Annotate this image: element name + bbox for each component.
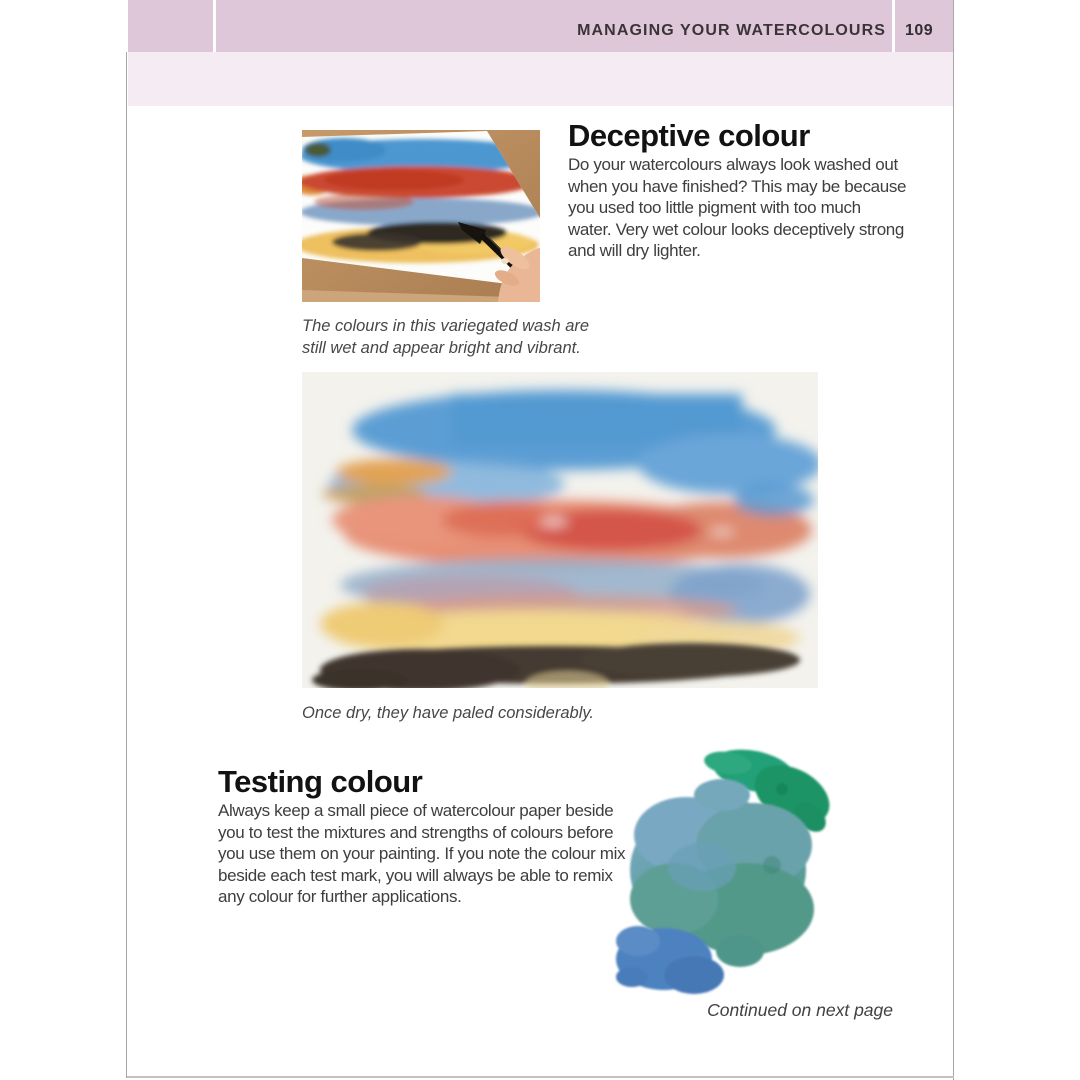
dry-wash-bands	[320, 390, 818, 660]
page-border-bottom	[127, 1076, 954, 1078]
body-line: Do your watercolours always look washed out	[568, 155, 898, 174]
paragraph-deceptive	[568, 154, 906, 262]
caption-dry-wash	[302, 702, 594, 724]
page-number: 109	[905, 22, 934, 39]
body-line: water. Very wet colour looks deceptively strong	[568, 219, 905, 239]
body-line: when you have finished? This may be because	[568, 176, 907, 196]
colour-test-blobs-image	[604, 737, 849, 1005]
header-bar-left-block	[128, 0, 213, 52]
body-line: and will dry lighter.	[568, 241, 701, 261]
body-line: Always keep a small piece of watercolour paper beside	[218, 801, 614, 820]
header-bar-pagenum-block	[895, 0, 953, 52]
caption-wet-wash	[302, 315, 589, 359]
body-line: you to test the mixtures and strengths of colours before	[218, 822, 614, 842]
dry-wash-image	[302, 372, 818, 688]
body-line: you use them on your painting. If you note the colour mix	[218, 844, 626, 864]
paragraph-testing	[218, 800, 625, 908]
caption-line: The colours in this variegated wash are	[302, 317, 590, 335]
continued-note: Continued on next page	[707, 1000, 893, 1020]
heading-testing-colour: Testing colour	[218, 764, 423, 799]
page-border-right	[953, 0, 954, 1080]
page-border-left	[126, 52, 127, 1078]
running-header: MANAGING YOUR WATERCOLOURS	[577, 22, 886, 39]
heading-deceptive-colour: Deceptive colour	[568, 118, 810, 153]
body-line: you used too little pigment with too much	[568, 198, 861, 218]
header-band	[128, 52, 953, 106]
header-bar	[128, 0, 953, 52]
wet-wash-photo	[302, 130, 540, 302]
body-line: beside each test mark, you will always be able to remix	[218, 865, 613, 885]
caption-line: Once dry, they have paled considerably.	[302, 704, 594, 722]
header-bar-title-block	[216, 0, 892, 52]
body-line: any colour for further applications.	[218, 887, 462, 907]
caption-line: still wet and appear bright and vibrant.	[302, 339, 581, 357]
